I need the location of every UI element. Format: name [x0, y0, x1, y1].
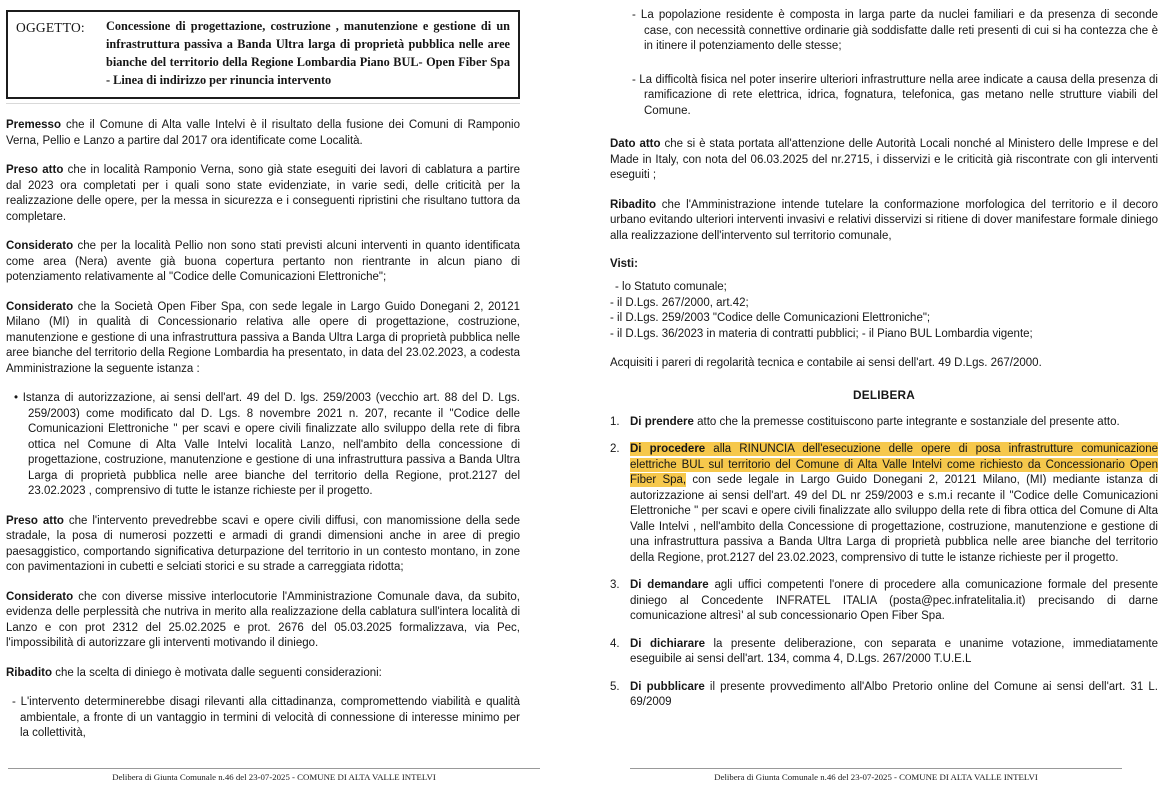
lead-word: Preso atto: [6, 514, 64, 527]
oggetto-box: [6, 10, 520, 99]
lead-word: Considerato: [6, 240, 74, 252]
visti-item: - il D.Lgs. 259/2003 "Codice delle Comunicazioni Elettroniche";: [610, 312, 931, 324]
visti-item: - il D.Lgs. 267/2000, art.42;: [610, 296, 749, 309]
lead-word: Ribadito: [610, 198, 656, 211]
lead-word: Di pubblicare: [630, 680, 705, 693]
paragraph-dato-atto: Dato atto che si è stata portata all'attenzione delle Autorità Locali nonché al Ministero delle Imprese e del Made in Italy, con nota del 06.03.2025 del nr.2715, i disservizi e le criticità già riscontrate con gli interventi eseguiti ;: [610, 138, 1158, 181]
delibera-heading: DELIBERA: [853, 387, 915, 402]
paragraph-considerato-openfiber: Considerato che la Società Open Fiber Spa, con sede legale in Largo Guido Donegani 2, 20121 Milano (MI) in qualità di Concessionario relativa alle opere di progettazione, costruzione, manutenzione e gestione di una infrastruttura passiva a Banda Ultra Larga di proprietà pubblica nelle aree bianche del territorio della Regione Lombardia ha presentato, in data del 23.02.2023, a codesta Amministrazione la seguente istanza :: [6, 300, 520, 375]
delibera-item-4: 4. Di dichiarare la presente deliberazione, con separata e unanime votazione, immediatamente eseguibile ai sensi dell'art. 134, comma 4, D.Lgs. 267/2000 T.U.E.L: [610, 637, 1158, 668]
lead-word: Di prendere: [630, 415, 694, 428]
paragraph-ribadito-scelta: Ribadito che la scelta di diniego è motivata dalle seguenti considerazioni:: [6, 666, 382, 679]
lead-word: Considerato: [6, 590, 74, 603]
page-footer-right: Delibera di Giunta Comunale n.46 del 23-07-2025 - COMUNE DI ALTA VALLE INTELVI: [630, 768, 1122, 782]
delibera-item-1: 1. Di prendere atto che la premesse costituiscono parte integrante e sostanziale del presente atto.: [610, 415, 1158, 431]
highlighted-text: Di procedere alla RINUNCIA dell'esecuzione delle opere di posa infrastrutture comunicazione elettriche BUL sul territorio del Comune di Alta Valle Intelvi come richiesto da Concessionario Open Fiber Spa,: [630, 443, 1158, 486]
delibera-item-2: 2. Di procedere alla RINUNCIA dell'esecuzione delle opere di posa infrastrutture comunicazione elettriche BUL sul territorio del Comune di Alta Valle Intelvi come richiesto da Concessionario Open Fiber Spa, con sede legale in Largo Guido Donegani 2, 20121 Milano, (MI) mediante istanza di autorizzazione ai sensi dell'art. 49 del DL nr 259/2003 e s.m.i recante il "Codice delle Comunicazioni Elettroniche " per scavi e opere civili finalizzate allo sviluppo della rete di fibra ottica del Comune di Alta Valle Intelvi , nell'ambito della Concessione di progettazione, costruzione, manutenzione e gestione di una infrastruttura passiva a Banda Ultra Larga di proprietà pubblica nelle aree bianche del territorio della Regione, prot.2127 del 23.02.2023, comprensivo di tutte le istanze richieste per il progetto.: [610, 442, 1158, 566]
paragraph-considerato-missive: Considerato che con diverse missive interlocutorie l'Amministrazione Comunale dava, da subito, evidenza delle perplessità che nutriva in merito alla realizzazione della cablatura sull'intera località di Lanzo e con prot 2312 del 25.02.2025 e prot. 2676 del 05.03.2025 formalizzava, via Pec, l'impossibilità di autorizzare gli interventi motivando il diniego.: [6, 590, 520, 649]
bullet-item-istanza: • Istanza di autorizzazione, ai sensi dell'art. 49 del D. lgs. 259/2003 (vecchio art. 88 del D. Lgs. 259/2003) come modificato dal D. Lgs. 8 novembre 2021 n. 207, recante il "Codice delle Comunicazioni Elettroniche " per scavi e opere civili finalizzate allo sviluppo della rete di fibra ottica nel Comune di Alta Valle Intelvi località Lanzo, nell'ambito della concessione di progettazione, costruzione, manutenzione e gestione di una infrastruttura passiva a Banda Ultra Larga di proprietà pubblica nelle aree bianche del territorio della Regione, prot.2127 del 23.02.2023 , comprensivo di tutte le istanze richieste per il progetto.: [14, 392, 520, 497]
item-number: 5.: [610, 680, 620, 693]
item-number: 4.: [610, 637, 620, 650]
lead-word: Di procedere: [630, 443, 706, 455]
oggetto-box-shadow-line: [6, 103, 520, 104]
document-page-right: [582, 0, 1164, 789]
lead-word: Preso atto: [6, 164, 64, 176]
oggetto-label: OGGETTO:: [16, 20, 85, 35]
page-footer-left: Delibera di Giunta Comunale n.46 del 23-07-2025 - COMUNE DI ALTA VALLE INTELVI: [8, 768, 540, 782]
lead-word: Dato atto: [610, 138, 661, 150]
lead-word: Di dichiarare: [630, 637, 705, 650]
paragraph-acquisiti: Acquisiti i pareri di regolarità tecnica e contabile ai sensi dell'art. 49 D.Lgs. 267/2000.: [610, 357, 1042, 369]
visti-item: - lo Statuto comunale;: [615, 281, 727, 293]
lead-word: Ribadito: [6, 666, 52, 679]
paragraph-preso-atto-1: Preso atto che in località Ramponio Verna, sono già state eseguiti dei lavori di cablatura a partire dal 2023 ora completati per i quali sono state evidenziate, in varie sedi, delle criticità per la realizzazione delle opere, per la messa in sicurezza e i conseguenti ripristini che risultano tuttora da completare.: [6, 164, 520, 223]
item-number: 2.: [610, 443, 620, 455]
visti-heading: Visti:: [610, 258, 638, 270]
visti-list: [610, 280, 1158, 342]
dash-item-difficolta: - La difficoltà fisica nel poter inserire ulteriori infrastrutture nella aree indicate a causa della presenza di ramificazione di rete elettrica, idrica, fognatura, telefonica, gas metano nelle strutture viabili del Comune.: [632, 73, 1158, 117]
lead-word: Premesso: [6, 119, 61, 131]
dash-item-intervento: - L'intervento determinerebbe disagi rilevanti alla cittadinanza, compromettendo viabilità e qualità ambientale, a fronte di un vantaggio in termini di velocità di connessione di interesse minimo per la collettività,: [12, 696, 520, 739]
delibera-item-3: 3. Di demandare agli uffici competenti l'onere di procedere alla comunicazione formale del presente diniego al Concedente INFRATEL ITALIA (posta@pec.infratelitalia.it) precisando di darne comunicazione altresì' al sub concessionario Open Fiber Spa.: [610, 578, 1158, 625]
page-right-content: [610, 8, 1158, 723]
item-number: 1.: [610, 415, 620, 428]
page-left-content: [6, 10, 520, 758]
visti-item: - il D.Lgs. 36/2023 in materia di contratti pubblici; - il Piano BUL Lombardia vigente;: [610, 327, 1033, 340]
bullet-marker: •: [14, 392, 19, 404]
oggetto-text: Concessione di progettazione, costruzione , manutenzione e gestione di un infrastruttura passiva a Banda Ultra larga di proprietà pubblica nelle aree bianche del territorio della Regione Lombardia Piano BUL- Open Fiber Spa - Linea di indirizzo per rinuncia intervento: [106, 19, 510, 87]
paragraph-preso-atto-2: Preso atto che l'intervento prevedrebbe scavi e opere civili diffusi, con manomissione della sede stradale, la posa di numerosi pozzetti e armadi di grandi dimensioni anche in aree di pregio paesaggistico, comportando significativa deturpazione del territorio in un contesto montano, in zone con pavimentazioni in cubetti e selciati storici e su strade a carreggiata ridotta;: [6, 514, 520, 573]
item-number: 3.: [610, 579, 620, 591]
paragraph-ribadito-amministrazione: Ribadito che l'Amministrazione intende tutelare la conformazione morfologica del territorio e il decoro urbano evitando ulteriori interventi invasivi e relativi disservizi si ritiene di dover manifestare formale diniego alla realizzazione dell'intervento sul territorio comunale,: [610, 198, 1158, 242]
lead-word: Considerato: [6, 300, 74, 313]
lead-word: Di demandare: [630, 579, 709, 591]
delibera-item-5: 5. Di pubblicare il presente provvedimento all'Albo Pretorio online del Comune ai sensi dell'art. 31 L. 69/2009: [610, 680, 1158, 711]
paragraph-considerato-pellio: Considerato che per la località Pellio non sono stati previsti alcuni interventi in quanto identificata come area (Nera) avente già buona copertura pertanto non rientrante in alcun piano di potenziamento relativamente al "Codice delle Comunicazioni Elettroniche";: [6, 240, 520, 283]
paragraph-premesso: Premesso che il Comune di Alta valle Intelvi è il risultato della fusione dei Comuni di Ramponio Verna, Pellio e Lanzo a partire dal 2017 ora identificate come Località.: [6, 119, 520, 147]
dash-item-popolazione: - La popolazione residente è composta in larga parte da nuclei familiari e da presenza di seconde case, con necessità connettive ordinarie già soddisfatte dalle reti presenti di cui si ha contezza che è in itinere il potenziamento delle stesse;: [632, 9, 1158, 52]
